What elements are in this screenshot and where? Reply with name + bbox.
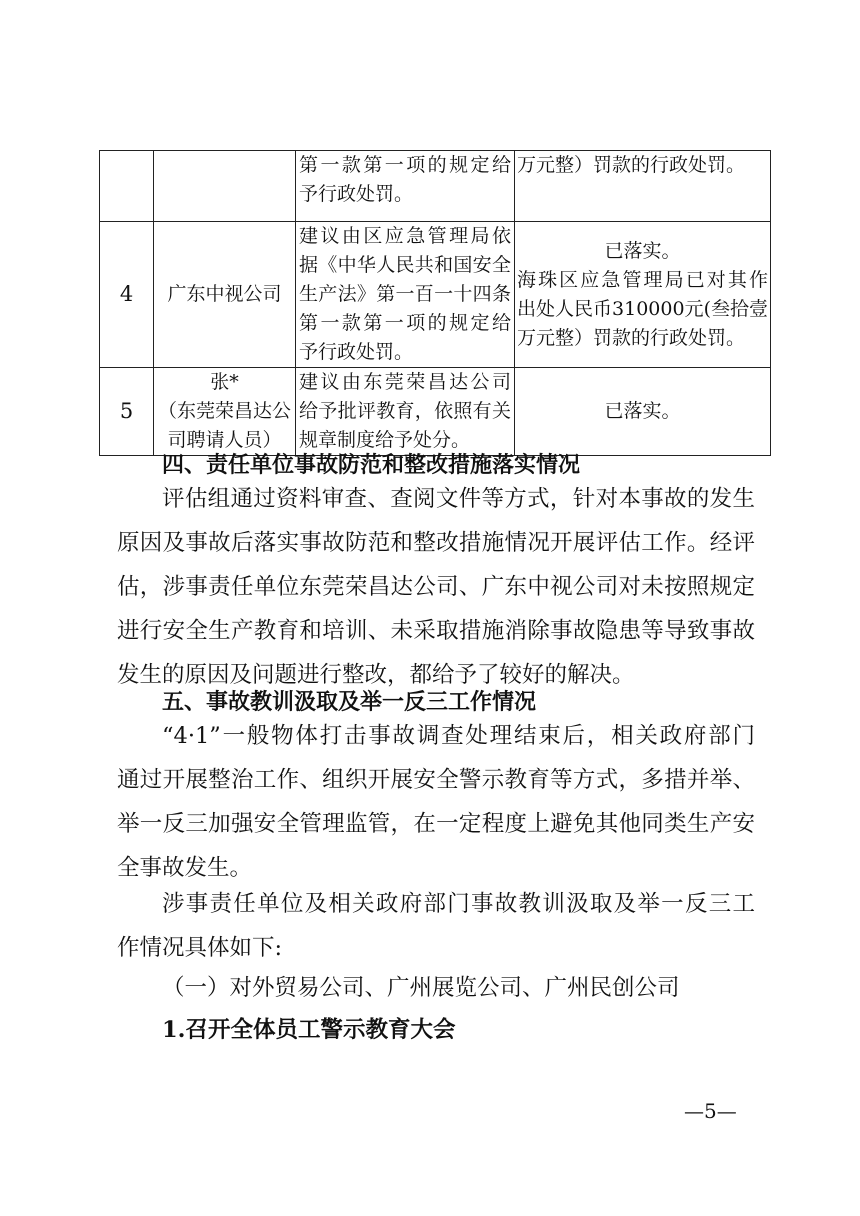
result-line: 已落实。 [604,239,681,262]
entity-cell [154,151,296,222]
section4-heading: 四、责任单位事故防范和整改措施落实情况 [162,453,581,478]
paragraph-line: 全事故发生。 [117,855,253,881]
page-number: —5— [684,1099,737,1123]
section5-heading: 五、事故教训汲取及举一反三工作情况 [162,690,537,715]
suggestion-line: 予行政处罚。 [299,183,414,205]
result-cell [515,368,771,456]
paragraph-line: 举一反三加强安全管理监管，在一定程度上避免其他同类生产安 [117,811,755,837]
result-line: 万元整）罚款的行政处罚。 [517,154,746,176]
paragraph-line: 估，涉事责任单位东莞荣昌达公司、广东中视公司对未按照规定 [117,574,755,600]
section5-paragraph-2 [117,882,755,970]
paragraph-line: “4·1”一般物体打击事故调查处理结束后，相关政府部门 [162,723,755,749]
result-line: 万元整）罚款的行政处罚。 [517,326,746,349]
suggestion-line: 建议由东莞荣昌达公司 [299,371,511,393]
entity-line: （东莞荣昌达公 [157,400,291,422]
entity-cell [154,222,296,368]
paragraph-line: 原因及事故后落实事故防范和整改措施情况开展评估工作。经评 [117,530,755,556]
suggestion-line: 规章制度给予处分。 [299,429,471,451]
row-number-cell [100,151,154,222]
table-row [100,368,771,456]
paragraph-line: 通过开展整治工作、组织开展安全警示教育等方式，多措并举、 [117,767,755,793]
suggestion-line: 建议由区应急管理局依 [299,225,511,247]
suggestion-cell [296,222,515,368]
suggestion-line: 第一款第一项的规定给 [299,312,511,334]
entity-cell [154,368,296,456]
paragraph-line: 进行安全生产教育和培训、未采取措施消除事故隐患等导致事故 [117,618,755,644]
paragraph-line: 作情况具体如下: [117,935,283,961]
suggestion-line: 给予批评教育，依照有关 [299,400,511,422]
penalty-table [99,150,771,456]
result-cell [515,151,771,222]
suggestion-cell [296,368,515,456]
result-line: 出处人民币310000元(叁拾壹 [517,297,768,320]
paragraph-line: 发生的原因及问题进行整改，都给予了较好的解决。 [117,662,635,688]
result-cell [515,222,771,368]
entity-line: 广东中视公司 [167,283,282,305]
row-number-cell: 4 [100,222,154,368]
suggestion-line: 第一款第一项的规定给 [299,154,511,176]
entity-line: 司聘请人员） [167,429,282,451]
suggestion-line: 生产法》第一百一十四条 [299,283,511,305]
section5-paragraph-1 [117,714,755,890]
row-number-cell: 5 [100,368,154,456]
item-heading: 1.召开全体员工警示教育大会 [162,1017,456,1043]
table-row [100,151,771,222]
section4-paragraph [117,477,755,697]
suggestion-line: 予行政处罚。 [299,341,414,363]
paragraph-line: 涉事责任单位及相关政府部门事故教训汲取及举一反三工 [162,891,755,917]
table-row [100,222,771,368]
entity-line: 张* [210,371,239,393]
paragraph-line: 评估组通过资料审查、查阅文件等方式，针对本事故的发生 [162,486,755,512]
suggestion-line: 据《中华人民共和国安全 [299,254,511,276]
result-line: 已落实。 [604,400,681,422]
suggestion-cell [296,151,515,222]
result-line: 海珠区应急管理局已对其作 [517,268,768,291]
subsection-heading: （一）对外贸易公司、广州展览公司、广州民创公司 [162,975,680,1001]
